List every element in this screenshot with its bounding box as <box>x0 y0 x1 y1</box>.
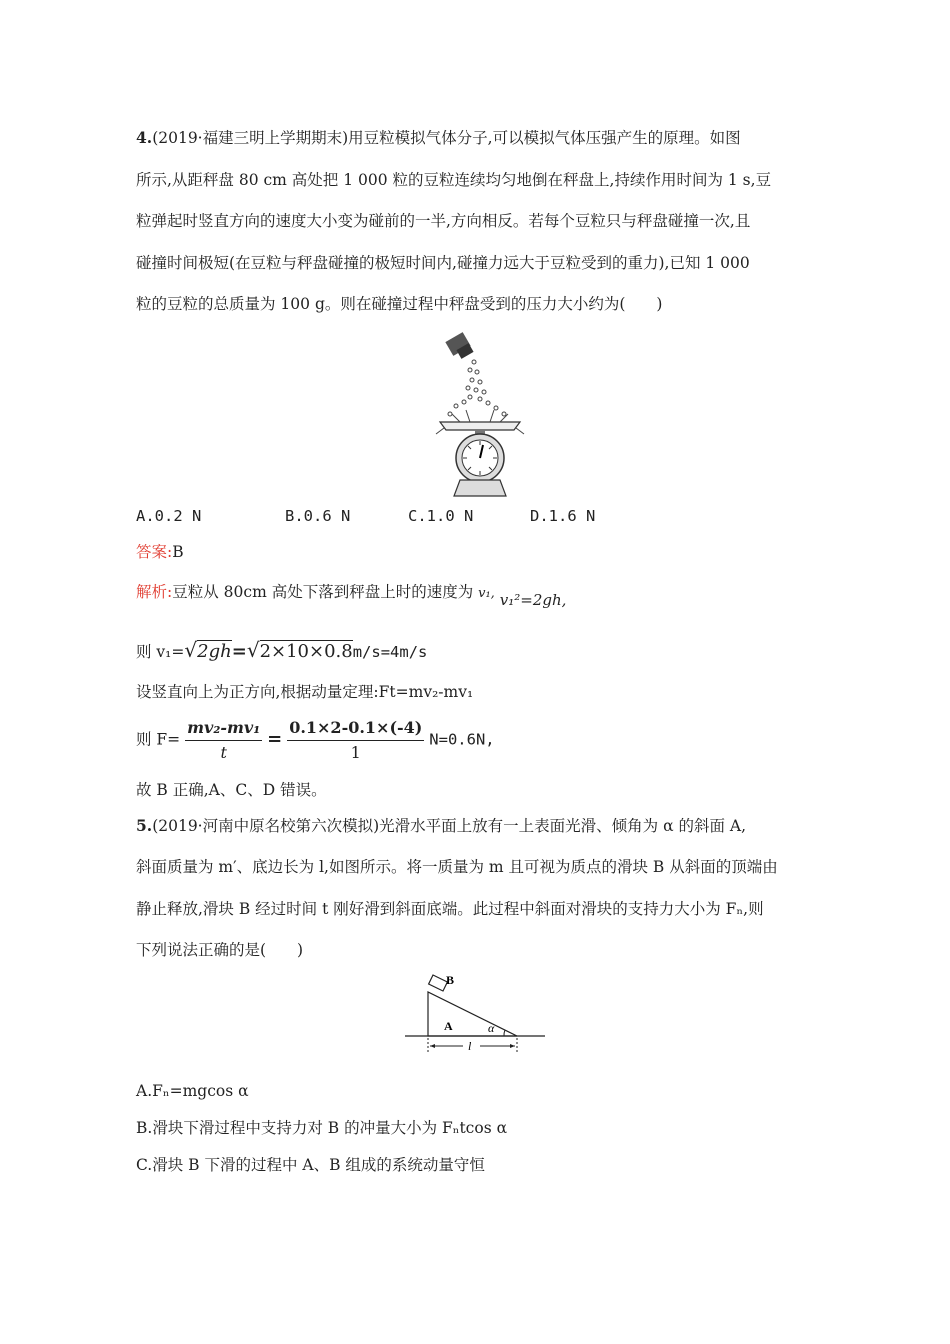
q5-option-c[interactable]: C.滑块 B 下滑的过程中 A、B 组成的系统动量守恒 <box>136 1156 485 1174</box>
scale-base <box>454 480 506 496</box>
q4-number: 4. <box>136 128 153 147</box>
q4-answer <box>136 542 184 562</box>
bean-scale-figure <box>430 330 530 500</box>
q4-conclusion: 故 B 正确,A、C、D 错误。 <box>136 781 327 799</box>
q4-option-b[interactable]: B.0.6 N <box>285 507 351 525</box>
cup-icon <box>445 332 473 359</box>
q4-solution-force: 则 F= $\frac{\text{mv₂-mv₁}}{t}$ = $\frac{0.1\times 2-0.1\times(-4)}{1}$ N=0.6N, <box>136 716 495 765</box>
bean-stream <box>448 360 506 416</box>
incline-figure <box>400 972 550 1057</box>
q5-line2: 斜面质量为 m′、底边长为 l,如图所示。将一质量为 m 且可视为质点的滑块 B 从斜面的顶端由 <box>136 858 778 876</box>
q4-solution-velocity: 则 v₁=√2gh=√2×10×0.8m/s=4m/s <box>136 638 428 662</box>
label-a: A <box>444 1019 453 1033</box>
fraction-symbolic: $\frac{\text{mv₂-mv₁}}{t}$ <box>187 718 261 762</box>
q4-line3: 粒弹起时竖直方向的速度大小变为碰前的一半,方向相反。若每个豆粒只与秤盘碰撞一次,且 <box>136 212 751 230</box>
analysis-label: 解析: <box>136 583 173 601</box>
q4-analysis-line1: 解析:豆粒从 80cm 高处下落到秤盘上时的速度为 v₁, v₁²=2gh, <box>136 583 567 609</box>
q4-line4: 碰撞时间极短(在豆粒与秤盘碰撞的极短时间内,碰撞力远大于豆粒受到的重力),已知 1 000 <box>136 254 750 272</box>
q4-option-c[interactable]: C.1.0 N <box>408 507 474 525</box>
answer-label: 答案: <box>136 543 173 561</box>
q5-option-b[interactable]: B.滑块下滑过程中支持力对 B 的冲量大小为 Fₙtcos α <box>136 1119 508 1137</box>
q4-line1: 4.(2019·福建三明上学期期末)用豆粒模拟气体分子,可以模拟气体压强产生的原理。如图 <box>136 128 741 147</box>
q5-option-a[interactable]: A.Fₙ=mgcos α <box>136 1082 249 1100</box>
block-b <box>429 975 448 991</box>
q5-line3: 静止释放,滑块 B 经过时间 t 刚好滑到斜面底端。此过程中斜面对滑块的支持力大小为 Fₙ,则 <box>136 900 764 918</box>
scale-pan <box>440 422 520 430</box>
q4-option-a[interactable]: A.0.2 N <box>136 507 202 525</box>
q4-option-d[interactable]: D.1.6 N <box>530 507 596 525</box>
label-l: l <box>468 1039 472 1053</box>
q4-line5: 粒的豆粒的总质量为 100 g。则在碰撞过程中秤盘受到的压力大小约为( ) <box>136 295 663 313</box>
answer-value: B <box>172 543 184 561</box>
q4-solution-momentum: 设竖直向上为正方向,根据动量定理:Ft=mv₂-mv₁ <box>136 683 474 701</box>
q5-line4: 下列说法正确的是( ) <box>136 941 304 959</box>
angle-arc <box>504 1030 505 1036</box>
label-alpha: α <box>488 1021 495 1035</box>
q4-line2: 所示,从距秤盘 80 cm 高处把 1 000 粒的豆粒连续均匀地倒在秤盘上,持续作用时间为 1 s,豆 <box>136 171 772 189</box>
label-b: B <box>446 973 455 987</box>
incline-a <box>428 992 517 1036</box>
fraction-numeric: $\frac{0.1\times 2-0.1\times(-4)}{1}$ <box>289 718 423 762</box>
q5-line1: 5.(2019·河南中原名校第六次模拟)光滑水平面上放有一上表面光滑、倾角为 α 的斜面 A, <box>136 816 747 835</box>
q5-number: 5. <box>136 816 153 835</box>
